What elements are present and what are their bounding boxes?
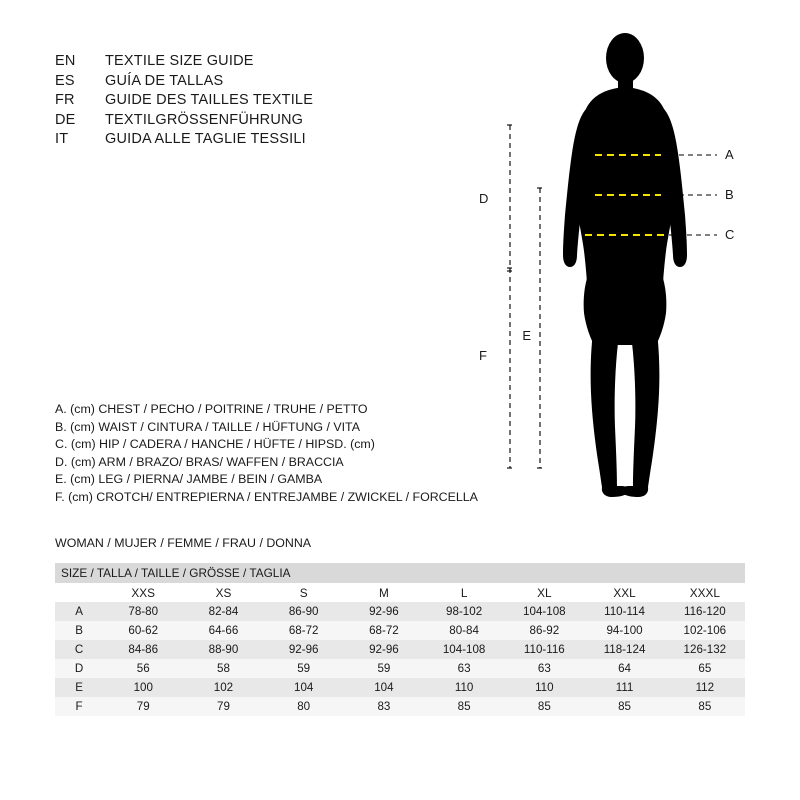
cell-d-xxxl: 65	[665, 659, 745, 678]
col-head-xs: XS	[183, 583, 263, 602]
title-lang-de: DE	[55, 111, 76, 128]
table-row	[55, 678, 745, 697]
cell-c-xxs: 84-86	[103, 640, 183, 659]
cell-e-xxxl: 112	[665, 678, 745, 697]
cell-f-s: 80	[264, 697, 344, 716]
legend-line-a: A. (cm) CHEST / PECHO / POITRINE / TRUHE / PETTO	[55, 402, 368, 416]
cell-e-xl: 110	[504, 678, 584, 697]
cell-e-xxl: 111	[584, 678, 664, 697]
table-row	[55, 621, 745, 640]
title-row-en	[55, 52, 385, 72]
cell-d-xxl: 64	[584, 659, 664, 678]
title-lang-it: IT	[55, 131, 69, 147]
cell-f-xs: 79	[183, 697, 263, 716]
title-lang-fr: FR	[55, 92, 75, 108]
cell-a-xxl: 110-114	[584, 602, 664, 621]
title-row-it	[55, 130, 385, 150]
row-label-e: E	[55, 678, 103, 697]
cell-a-xs: 82-84	[183, 602, 263, 621]
cell-c-l: 104-108	[424, 640, 504, 659]
cell-c-xs: 88-90	[183, 640, 263, 659]
cell-c-xxxl: 126-132	[665, 640, 745, 659]
legend-block	[55, 401, 485, 506]
body-measurement-diagram	[455, 25, 775, 505]
cell-a-m: 92-96	[344, 602, 424, 621]
cell-b-s: 68-72	[264, 621, 344, 640]
row-label-d: D	[55, 659, 103, 678]
cell-a-xxxl: 116-120	[665, 602, 745, 621]
cell-e-s: 104	[264, 678, 344, 697]
title-text-es: GUÍA DE TALLAS	[105, 72, 224, 89]
cell-e-xxs: 100	[103, 678, 183, 697]
cell-f-m: 83	[344, 697, 424, 716]
table-row	[55, 659, 745, 678]
dimension-f	[507, 268, 513, 468]
cell-b-xl: 86-92	[504, 621, 584, 640]
title-text-it: GUIDA ALLE TAGLIE TESSILI	[105, 131, 306, 147]
cell-a-s: 86-90	[264, 602, 344, 621]
cell-b-xs: 64-66	[183, 621, 263, 640]
cell-d-xl: 63	[504, 659, 584, 678]
cell-b-m: 68-72	[344, 621, 424, 640]
legend-line-f: F. (cm) CROTCH/ ENTREPIERNA / ENTREJAMBE / ZWICKEL / FORCELLA	[55, 489, 478, 504]
table-row	[55, 640, 745, 659]
cell-c-xxl: 118-124	[584, 640, 664, 659]
dimension-d	[507, 125, 513, 271]
title-block	[55, 52, 385, 150]
title-row-fr	[55, 91, 385, 111]
title-text-fr: GUIDE DES TAILLES TEXTILE	[105, 92, 314, 108]
col-head-blank	[55, 583, 103, 602]
cell-f-l: 85	[424, 697, 504, 716]
legend-line-e: E. (cm) LEG / PIERNA/ JAMBE / BEIN / GAMBA	[55, 472, 323, 486]
col-head-xl: XL	[504, 583, 584, 602]
title-row-es	[55, 72, 385, 92]
cell-d-s: 59	[264, 659, 344, 678]
col-head-xxl: XXL	[584, 583, 664, 602]
cell-f-xxl: 85	[584, 697, 664, 716]
col-head-m: M	[344, 583, 424, 602]
cell-c-s: 92-96	[264, 640, 344, 659]
label-a: A	[725, 147, 734, 162]
cell-d-m: 59	[344, 659, 424, 678]
label-f: F	[479, 348, 487, 363]
size-table-wrapper	[55, 563, 745, 716]
col-head-xxxl: XXXL	[665, 583, 745, 602]
cell-c-xl: 110-116	[504, 640, 584, 659]
col-head-s: S	[264, 583, 344, 602]
row-label-f: F	[55, 697, 103, 716]
size-table	[55, 563, 745, 716]
cell-a-l: 98-102	[424, 602, 504, 621]
cell-d-l: 63	[424, 659, 504, 678]
table-row	[55, 697, 745, 716]
cell-c-m: 92-96	[344, 640, 424, 659]
gender-note: WOMAN / MUJER / FEMME / FRAU / DONNA	[55, 536, 312, 550]
dimension-e	[537, 188, 543, 468]
col-head-l: L	[424, 583, 504, 602]
title-lang-es: ES	[55, 72, 75, 89]
cell-f-xxxl: 85	[665, 697, 745, 716]
woman-silhouette-shape	[563, 33, 687, 497]
table-header-row	[55, 563, 745, 583]
cell-e-xs: 102	[183, 678, 263, 697]
title-text-en: TEXTILE SIZE GUIDE	[105, 53, 254, 69]
cell-a-xxs: 78-80	[103, 602, 183, 621]
cell-d-xxs: 56	[103, 659, 183, 678]
cell-b-xxxl: 102-106	[665, 621, 745, 640]
cell-b-xxs: 60-62	[103, 621, 183, 640]
cell-f-xl: 85	[504, 697, 584, 716]
row-label-a: A	[55, 602, 103, 621]
col-head-xxs: XXS	[103, 583, 183, 602]
cell-f-xxs: 79	[103, 697, 183, 716]
cell-e-l: 110	[424, 678, 504, 697]
table-row	[55, 602, 745, 621]
cell-d-xs: 58	[183, 659, 263, 678]
table-columns-row	[55, 583, 745, 602]
cell-b-l: 80-84	[424, 621, 504, 640]
label-e: E	[522, 328, 531, 343]
cell-a-xl: 104-108	[504, 602, 584, 621]
table-header-label: SIZE / TALLA / TAILLE / GRÖSSE / TAGLIA	[55, 563, 745, 583]
title-row-de	[55, 111, 385, 131]
label-c: C	[725, 227, 735, 242]
row-label-b: B	[55, 621, 103, 640]
title-lang-en: EN	[55, 53, 76, 69]
label-d: D	[479, 191, 489, 206]
label-b: B	[725, 187, 734, 202]
cell-b-xxl: 94-100	[584, 621, 664, 640]
legend-line-d: D. (cm) ARM / BRAZO/ BRAS/ WAFFEN / BRACCIA	[55, 454, 344, 469]
title-text-de: TEXTILGRÖSSENFÜHRUNG	[105, 111, 304, 128]
cell-e-m: 104	[344, 678, 424, 697]
legend-line-c: C. (cm) HIP / CADERA / HANCHE / HÜFTE / HIPSD. (cm)	[55, 437, 375, 451]
row-label-c: C	[55, 640, 103, 659]
legend-line-b: B. (cm) WAIST / CINTURA / TAILLE / HÜFTUNG / VITA	[55, 419, 360, 434]
